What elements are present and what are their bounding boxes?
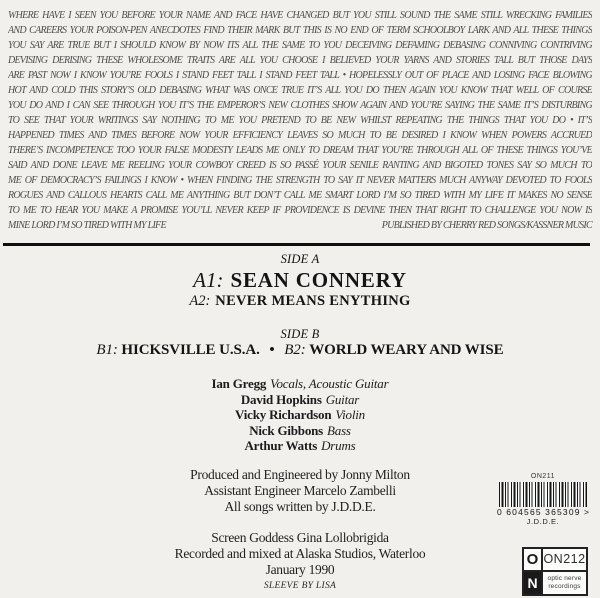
track-b1-title: HICKSVILLE U.S.A. <box>121 342 260 358</box>
musician-role: Vocals, Acoustic Guitar <box>270 376 389 391</box>
production-line: January 1990 <box>265 562 335 577</box>
barcode-digit-left: 0 <box>497 507 503 517</box>
side-b-label: SIDE B <box>280 327 320 341</box>
barcode-digits <box>496 508 590 517</box>
musician-name: Nick Gibbons <box>249 422 324 438</box>
production-line: Assistant Engineer Marcelo Zambelli <box>204 483 396 498</box>
lyric-line: SAID AND DONE LEAVE ME REELING YOUR COWBOY CREED IS SO PASSÉ YOUR SENILE RANTING AND BIGOTED TONES SAY SO MUCH TO <box>8 160 592 171</box>
barcode-group1: 604565 <box>506 507 542 517</box>
lyric-line: DEVISING DERISING THESE WHOLESOME TRAITS ARE ALL YOU CHOOSE I BELIEVED YOUR YARNS AND STORIES TALL BUT THOSE DAYS <box>8 55 592 66</box>
track-a1-number: A1: <box>193 268 224 292</box>
side-a-label: SIDE A <box>280 252 320 266</box>
barcode-catalog-number: ON211 <box>530 473 556 480</box>
personnel-row <box>0 423 600 439</box>
publisher-credit: PUBLISHED BY CHERRY RED SONGS/KASSNER MUSIC <box>381 220 592 231</box>
musician-name: David Hopkins <box>240 391 322 407</box>
track-a1 <box>0 267 600 293</box>
lyric-last-line <box>8 218 592 233</box>
track-a2 <box>0 293 600 310</box>
barcode-bars <box>499 482 587 507</box>
lyric-line: TO SEE THAT YOUR WRITINGS SAY NOTHING TO ME YOU PRETEND TO BE NEW WHILST REPEATING THE THINGS THAT YOU DO • IT’S <box>8 115 592 126</box>
label-catalog-number: ON212 <box>543 549 586 572</box>
musician-role: Bass <box>327 422 351 438</box>
personnel-row <box>0 376 600 392</box>
lyric-line: ME OF DEMOCRACY’S FAILINGS I KNOW • WHEN FINDING THE STRENGTH TO SAY IT NEVER MATTERS MUCH ANYWAY DEVOTED TO FOOLS <box>8 175 592 186</box>
barcode-subtext: J.D.D.E. <box>526 517 560 526</box>
personnel-credits <box>0 376 600 454</box>
lyric-line: WHERE HAVE I SEEN YOU BEFORE YOUR NAME AND FACE HAVE CHANGED BUT YOU STILL SOUND THE SAME STILL WRECKING FAMILIES <box>8 10 592 21</box>
recording-credits <box>0 530 600 578</box>
production-line: Produced and Engineered by Jonny Milton <box>190 467 410 482</box>
track-b2-title: WORLD WEARY AND WISE <box>309 342 504 358</box>
production-line: Screen Goddess Gina Lollobrigida <box>211 530 389 545</box>
musician-name: Ian Gregg <box>211 376 267 391</box>
track-b-line <box>0 341 600 360</box>
personnel-row <box>0 438 600 454</box>
lyric-line: ROGUES AND CALLOUS HEARTS CALL ME ANYTHING BUT DON’T CALL ME SMART LORD I’M SO TIRED WITH MY LIFE IT MAKES NO SENSE <box>8 190 592 201</box>
track-a1-title: SEAN CONNERY <box>230 268 407 292</box>
musician-role: Drums <box>321 438 356 453</box>
production-line: All songs written by J.D.D.E. <box>224 499 376 514</box>
personnel-row <box>0 407 600 423</box>
personnel-row <box>0 392 600 408</box>
lyric-line: YOU DO AND I CAN SEE THROUGH YOU IT’S THE EMPEROR’S NEW CLOTHES SHOW AGAIN AND YOU’RE SAYING THE SAME IT’S DISTURBING <box>8 100 592 111</box>
barcode-arrow: > <box>584 507 589 517</box>
label-name <box>543 572 586 595</box>
sleeve-design-credit: SLEEVE BY LISA <box>263 581 337 591</box>
musician-name: Vicky Richardson <box>235 407 332 422</box>
track-b2-number: B2: <box>284 342 306 358</box>
tracklist <box>0 252 600 360</box>
musician-role: Violin <box>335 407 365 422</box>
track-b1-number: B1: <box>96 342 118 358</box>
lyric-line: THERE’S INCOMPETENCE TOO YOUR FALSE MODESTY LEADS ME ONLY TO DREAM THAT YOU’RE THROUGH ALL OF THESE THINGS YOU’VE <box>8 145 592 156</box>
lyric-line: HOT AND COLD THIS STORY’S OLD DEBASING WHAT WAS ONCE TRUE IT’S ALL YOU DO THEN AGAIN YOU KNOW THAT WELL OF COURSE <box>8 85 592 96</box>
lyric-line: TO ME TO HEAR YOU MAKE A PROMISE YOU’LL NEVER KEEP IF PROVIDENCE IS DEVINE THEN THAT RIGHT TO CHALLENGE YOU NOW IS <box>8 205 592 216</box>
divider-rule <box>3 243 590 246</box>
barcode-group2: 365309 <box>545 507 581 517</box>
label-name-line1: optic nerve <box>547 575 582 583</box>
lyric-line: YOU SAY ARE TRUE BUT I SHOULD KNOW BY NOW ITS ALL THE SAME TO YOU DECEIVING DEFAMING DEBASING CONNIVING CONTRIVING <box>8 40 592 51</box>
track-a2-title: NEVER MEANS ENYTHING <box>215 293 411 309</box>
lyric-line: AND CAREERS YOUR POISON-PEN ANECDOTES FIND THEIR MARK BUT THIS IS NO END OF TERM SCHOOLBOY LARK AND ALL THESE THINGS <box>8 25 592 36</box>
label-o-icon: O <box>524 549 543 572</box>
lyric-line: ARE PAST NOW I KNOW YOU’RE FOOLS I STAND FEET TALL I STAND FEET TALL • HOPELESSLY OUT OF PLACE AND LOSING FACE BLOWING <box>8 70 592 81</box>
lyric-line: HAPPENED TIMES AND TIMES BEFORE NOW YOUR EFFICIENCY LEAVES SO MUCH TO BE DESIRED I KNOW WHEN POWERS ACCRUED <box>8 130 592 141</box>
lyric-last-text: MINE LORD I’M SO TIRED WITH MY LIFE <box>8 220 166 231</box>
lyrics-block <box>8 8 592 233</box>
musician-role: Guitar <box>325 391 360 407</box>
barcode-block <box>496 473 590 526</box>
label-name-line2: recordings <box>548 582 581 590</box>
production-line: Recorded and mixed at Alaska Studios, Waterloo <box>174 546 426 561</box>
bullet-separator: • <box>269 342 275 358</box>
track-a2-number: A2: <box>189 293 211 309</box>
musician-name: Arthur Watts <box>244 438 318 453</box>
record-label-logo <box>522 547 588 596</box>
label-n-icon: N <box>524 572 543 595</box>
